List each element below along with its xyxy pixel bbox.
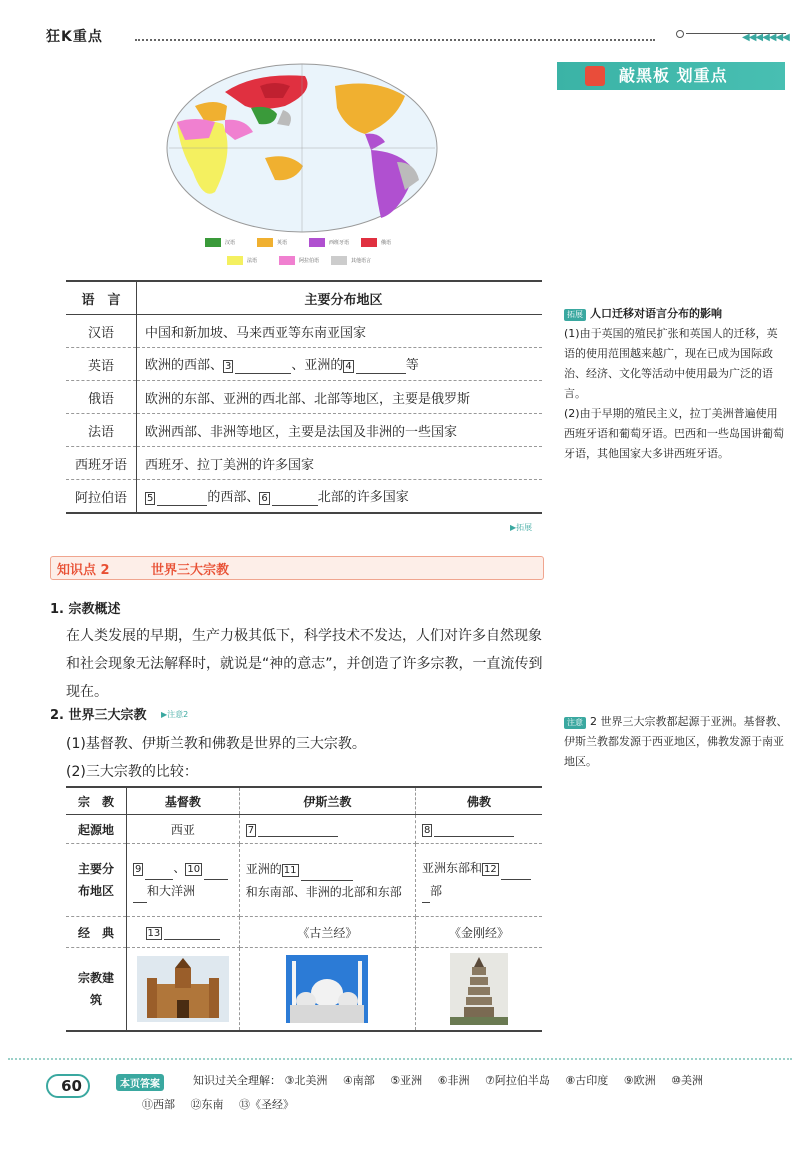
legend-label: 英语 <box>277 240 288 246</box>
language-name: 法语 <box>66 414 137 447</box>
banner-title: 敲黑板 划重点 <box>619 66 728 85</box>
cell-value: 《古兰经》 <box>239 917 415 948</box>
pagoda-photo <box>450 953 508 1025</box>
legend-label: 西班牙语 <box>329 240 350 246</box>
table-row <box>66 480 542 514</box>
subsection-heading: 2. 世界三大宗教 <box>50 708 147 723</box>
answer-item: ⑥非洲 <box>437 1074 470 1087</box>
fill-blank[interactable] <box>164 925 220 940</box>
table-header: 伊斯兰教 <box>239 787 415 815</box>
answer-label: 知识过关全理解： <box>193 1074 281 1087</box>
fill-blank[interactable] <box>356 358 406 374</box>
fill-blank[interactable] <box>434 822 514 837</box>
answers-tag: 本页答案 <box>116 1074 164 1091</box>
section-label: 知识点 2 <box>57 563 110 578</box>
header-rule <box>135 39 655 41</box>
table-header: 主要分布地区 <box>137 281 543 315</box>
table-header: 语 言 <box>66 281 137 315</box>
legend-label: 俄语 <box>381 240 392 246</box>
table-row <box>66 917 542 948</box>
cell-value: 9 、 10 和大洋洲 <box>127 844 240 917</box>
table-row <box>66 381 542 414</box>
blank-number: 4 <box>345 361 352 372</box>
attention-note <box>564 712 788 772</box>
legend-label: 汉语 <box>225 240 236 246</box>
answer-item: ⑧古印度 <box>565 1074 609 1087</box>
language-name: 汉语 <box>66 315 137 348</box>
row-label: 宗教建筑 <box>66 948 127 1032</box>
note-number: 2 <box>590 715 597 728</box>
extension-reference-link[interactable]: ▶拓展 <box>510 523 533 532</box>
cell-value: 西亚 <box>127 815 240 844</box>
legend-swatch-english <box>257 238 273 247</box>
distribution-text: 欧洲的西部、 3 、亚洲的 4 等 <box>137 348 543 381</box>
legend-swatch-chinese <box>205 238 221 247</box>
table-header: 基督教 <box>127 787 240 815</box>
mosque-photo <box>286 955 368 1023</box>
legend-swatch-russian <box>361 238 377 247</box>
page-number: 60 <box>46 1074 90 1098</box>
answer-item: ⑫东南 <box>190 1098 224 1111</box>
table-row <box>66 315 542 348</box>
answer-line <box>142 1096 306 1112</box>
answer-item: ⑨欧洲 <box>623 1074 656 1087</box>
answer-item: ⑬《圣经》 <box>239 1098 294 1111</box>
fill-blank[interactable] <box>145 857 173 880</box>
table-row <box>66 844 542 917</box>
answer-line <box>193 1072 715 1088</box>
extension-note <box>564 304 788 464</box>
fill-blank[interactable] <box>258 822 338 837</box>
language-name: 英语 <box>66 348 137 381</box>
footer-divider <box>8 1058 792 1060</box>
legend-swatch-other <box>331 256 347 265</box>
language-name: 俄语 <box>66 381 137 414</box>
world-language-map <box>165 62 440 234</box>
subsection-heading: 1. 宗教概述 <box>50 602 121 617</box>
note-paragraph: (1)由于英国的殖民扩张和英国人的迁移，英语的使用范围越来越广，现在已成为国际政治、经济、文化等活动中使用最为广泛的语言。 <box>564 327 778 400</box>
table-row <box>66 348 542 381</box>
fill-blank[interactable] <box>301 858 353 881</box>
body-paragraph: (1)基督教、伊斯兰教和佛教是世界的三大宗教。 <box>66 736 366 752</box>
distribution-text: 欧洲的东部、亚洲的西北部、北部等地区，主要是俄罗斯 <box>137 381 543 414</box>
cell-value: 亚洲的 11 和东南部、非洲的北部和东部 <box>239 844 415 917</box>
attention-reference-link[interactable]: ▶注意2 <box>161 710 189 719</box>
blackboard-icon <box>585 66 605 86</box>
cell-value <box>239 815 415 844</box>
fill-blank[interactable] <box>157 490 207 506</box>
body-paragraph: 在人类发展的早期，生产力极其低下，科学技术不发达，人们对许多自然现象和社会现象无法解释时，就说是“神的意志”，并创造了许多宗教，一直流传到现在。 <box>66 628 543 700</box>
row-label: 经 典 <box>66 917 127 948</box>
cell-value: 《金刚经》 <box>416 917 542 948</box>
answer-item: ⑤亚洲 <box>390 1074 423 1087</box>
blank-number: 10 <box>187 864 201 875</box>
section-heading-box <box>50 556 544 580</box>
fill-blank[interactable] <box>133 880 147 903</box>
legend-label: 其他语言 <box>351 258 372 264</box>
section-title: 世界三大宗教 <box>151 563 230 578</box>
table-row <box>66 447 542 480</box>
body-paragraph: (2)三大宗教的比较： <box>66 764 198 780</box>
legend-swatch-french <box>227 256 243 265</box>
cell-image <box>416 948 542 1032</box>
distribution-text: 西班牙、拉丁美洲的许多国家 <box>137 447 543 480</box>
table-row <box>66 414 542 447</box>
attention-tag: 注意 <box>564 717 586 729</box>
banner <box>557 62 785 90</box>
fill-blank[interactable] <box>501 857 531 880</box>
distribution-text: 中国和新加坡、马来西亚等东南亚国家 <box>137 315 543 348</box>
language-name: 阿拉伯语 <box>66 480 137 514</box>
map-legend <box>205 236 425 270</box>
note-title: 人口迁移对语言分布的影响 <box>590 307 722 320</box>
fill-blank[interactable] <box>422 880 430 903</box>
church-photo <box>137 956 229 1022</box>
arrow-decoration-icon: ◀◀◀◀◀◀◀ <box>742 32 789 43</box>
blank-number: 11 <box>283 864 297 876</box>
answer-item: ④南部 <box>342 1074 375 1087</box>
legend-swatch-spanish <box>309 238 325 247</box>
blank-number: 3 <box>225 361 232 372</box>
language-distribution-table <box>66 280 542 514</box>
answer-item: ⑦阿拉伯半岛 <box>485 1074 550 1087</box>
legend-swatch-arabic <box>279 256 295 265</box>
table-row <box>66 948 542 1032</box>
blank-number: 12 <box>484 864 497 875</box>
fill-blank[interactable] <box>272 490 318 506</box>
answer-item: ③北美洲 <box>284 1074 328 1087</box>
table-header: 佛教 <box>416 787 542 815</box>
fill-blank[interactable] <box>235 358 291 374</box>
blank-number: 13 <box>147 927 161 939</box>
row-label: 起源地 <box>66 815 127 844</box>
answer-item: ⑩美洲 <box>671 1074 703 1087</box>
row-label: 主要分布地区 <box>66 844 127 917</box>
answer-item: ⑪西部 <box>142 1098 175 1111</box>
blank-number: 5 <box>147 493 154 504</box>
cell-value <box>127 917 240 948</box>
cell-image <box>127 948 240 1032</box>
religion-comparison-table <box>66 786 542 1032</box>
extension-tag: 拓展 <box>564 309 586 321</box>
cell-value: 亚洲东部和 12 部 <box>416 844 542 917</box>
legend-label: 阿拉伯语 <box>299 258 320 264</box>
table-row <box>66 815 542 844</box>
cell-value <box>416 815 542 844</box>
blank-number: 7 <box>247 824 255 836</box>
header-ring-icon <box>676 30 684 38</box>
legend-label: 法语 <box>247 258 258 264</box>
note-text: 世界三大宗教都起源于亚洲。基督教、伊斯兰教都发源于西亚地区，佛教发源于南亚地区。 <box>564 715 788 768</box>
table-header: 宗 教 <box>66 787 127 815</box>
book-logo: 狂K重点 <box>46 29 103 45</box>
cell-image <box>239 948 415 1032</box>
blank-number: 6 <box>261 493 268 504</box>
blank-number: 9 <box>135 864 142 875</box>
distribution-text: 5 的西部、 6 北部的许多国家 <box>137 480 543 514</box>
fill-blank[interactable] <box>204 857 228 880</box>
note-paragraph: (2)由于早期的殖民主义，拉丁美洲普遍使用西班牙语和葡萄牙语。巴西和一些岛国讲葡萄牙语，其他国家大多讲西班牙语。 <box>564 407 784 460</box>
language-name: 西班牙语 <box>66 447 137 480</box>
blank-number: 8 <box>424 824 431 836</box>
distribution-text: 欧洲西部、非洲等地区，主要是法国及非洲的一些国家 <box>137 414 543 447</box>
